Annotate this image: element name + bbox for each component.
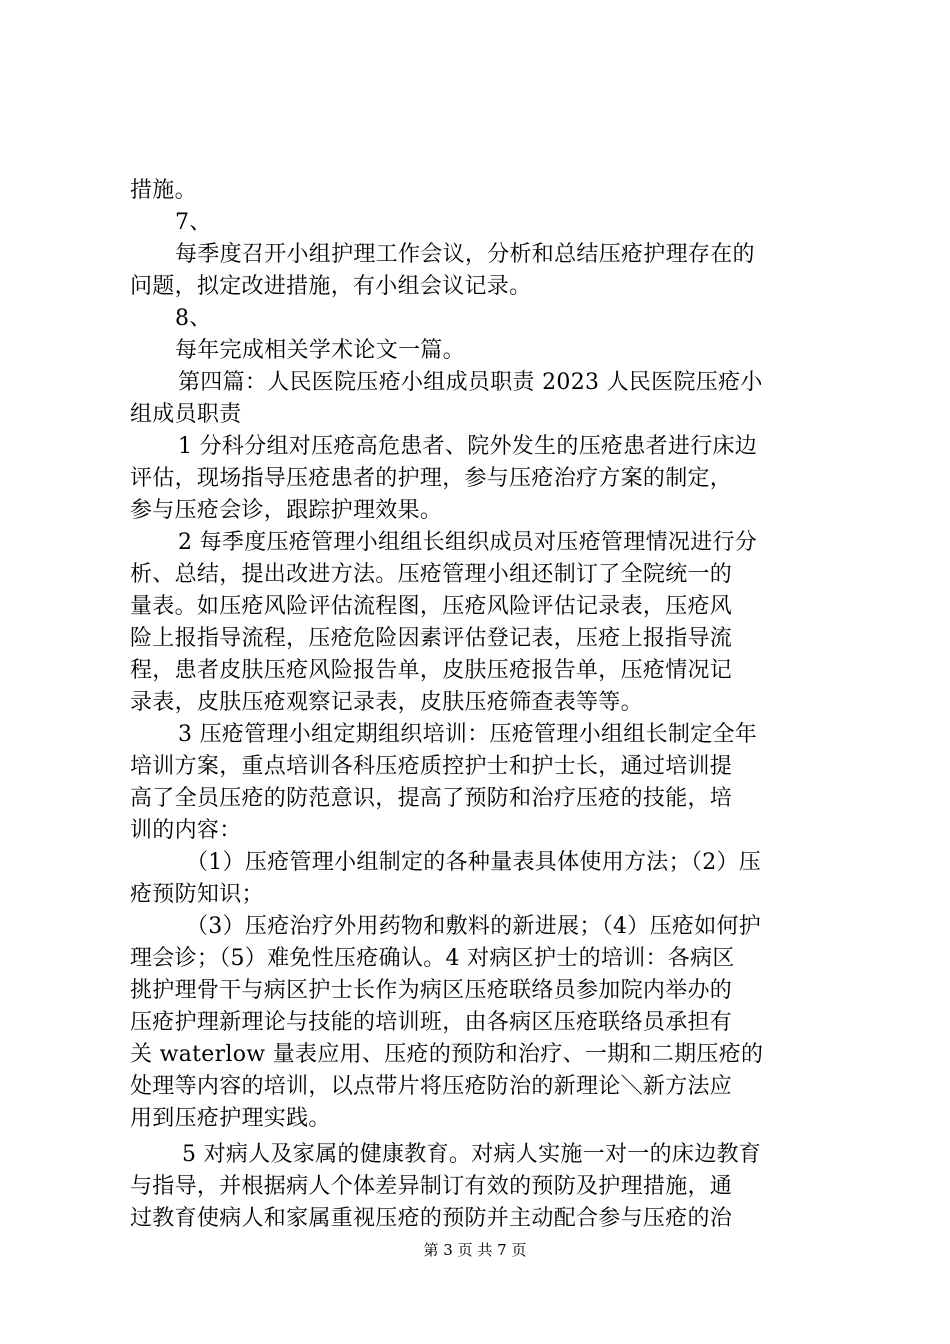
text-line: 险上报指导流程，压疮危险因素评估登记表，压疮上报指导流 — [130, 626, 733, 651]
text-line: 析、总结，提出改进方法。压疮管理小组还制订了全院统一的 — [130, 562, 733, 587]
section-heading: 第四篇：人民医院压疮小组成员职责 2023 人民医院压疮小 — [178, 370, 763, 395]
text-line: 1 分科分组对压疮高危患者、院外发生的压疮患者进行床边 — [178, 434, 758, 459]
text-line: 7、 — [175, 210, 212, 235]
text-line: 理会诊；（5）难免性压疮确认。4 对病区护士的培训：各病区 — [130, 946, 735, 971]
text-line: 程，患者皮肤压疮风险报告单，皮肤压疮报告单，压疮情况记 — [130, 658, 733, 683]
text-line: 评估，现场指导压疮患者的护理，参与压疮治疗方案的制定， — [130, 466, 733, 491]
text-line: 录表，皮肤压疮观察记录表，皮肤压疮筛查表等等。 — [130, 690, 643, 715]
section-heading: 组成员职责 — [130, 402, 242, 427]
text-line: 挑护理骨干与病区护士长作为病区压疮联络员参加院内举办的 — [130, 978, 733, 1003]
text-line: 过教育使病人和家属重视压疮的预防并主动配合参与压疮的治 — [130, 1206, 733, 1231]
page-footer: 第 3 页 共 7 页 — [423, 1241, 527, 1259]
text-line: 用到压疮护理实践。 — [130, 1106, 331, 1131]
text-line: （1）压疮管理小组制定的各种量表具体使用方法；（2）压 — [186, 850, 762, 875]
text-line: 量表。如压疮风险评估流程图，压疮风险评估记录表，压疮风 — [130, 594, 733, 619]
text-line: 压疮护理新理论与技能的培训班，由各病区压疮联络员承担有 — [130, 1010, 733, 1035]
text-line: 2 每季度压疮管理小组组长组织成员对压疮管理情况进行分 — [178, 530, 758, 555]
text-line: 每季度召开小组护理工作会议，分析和总结压疮护理存在的 — [175, 242, 755, 267]
text-line: 5 对病人及家属的健康教育。对病人实施一对一的床边教育 — [182, 1142, 762, 1167]
text-line: 措施。 — [130, 178, 197, 203]
text-line: 培训方案，重点培训各科压疮质控护士和护士长，通过培训提 — [130, 754, 733, 779]
text-line: 处理等内容的培训，以点带片将压疮防治的新理论＼新方法应 — [130, 1074, 733, 1099]
text-line: 高了全员压疮的防范意识，提高了预防和治疗压疮的技能，培 — [130, 786, 733, 811]
text-line: （3）压疮治疗外用药物和敷料的新进展；（4）压疮如何护 — [186, 914, 762, 939]
text-line: 与指导，并根据病人个体差异制订有效的预防及护理措施，通 — [130, 1174, 733, 1199]
text-line: 8、 — [175, 306, 212, 331]
text-line: 每年完成相关学术论文一篇。 — [175, 338, 465, 363]
text-line: 参与压疮会诊，跟踪护理效果。 — [130, 498, 443, 523]
text-line: 问题，拟定改进措施，有小组会议记录。 — [130, 274, 532, 299]
text-line: 关 waterlow 量表应用、压疮的预防和治疗、一期和二期压疮的 — [130, 1042, 764, 1067]
text-line: 训的内容： — [130, 818, 242, 843]
text-line: 疮预防知识； — [130, 882, 264, 907]
text-line: 3 压疮管理小组定期组织培训：压疮管理小组组长制定全年 — [178, 722, 758, 747]
